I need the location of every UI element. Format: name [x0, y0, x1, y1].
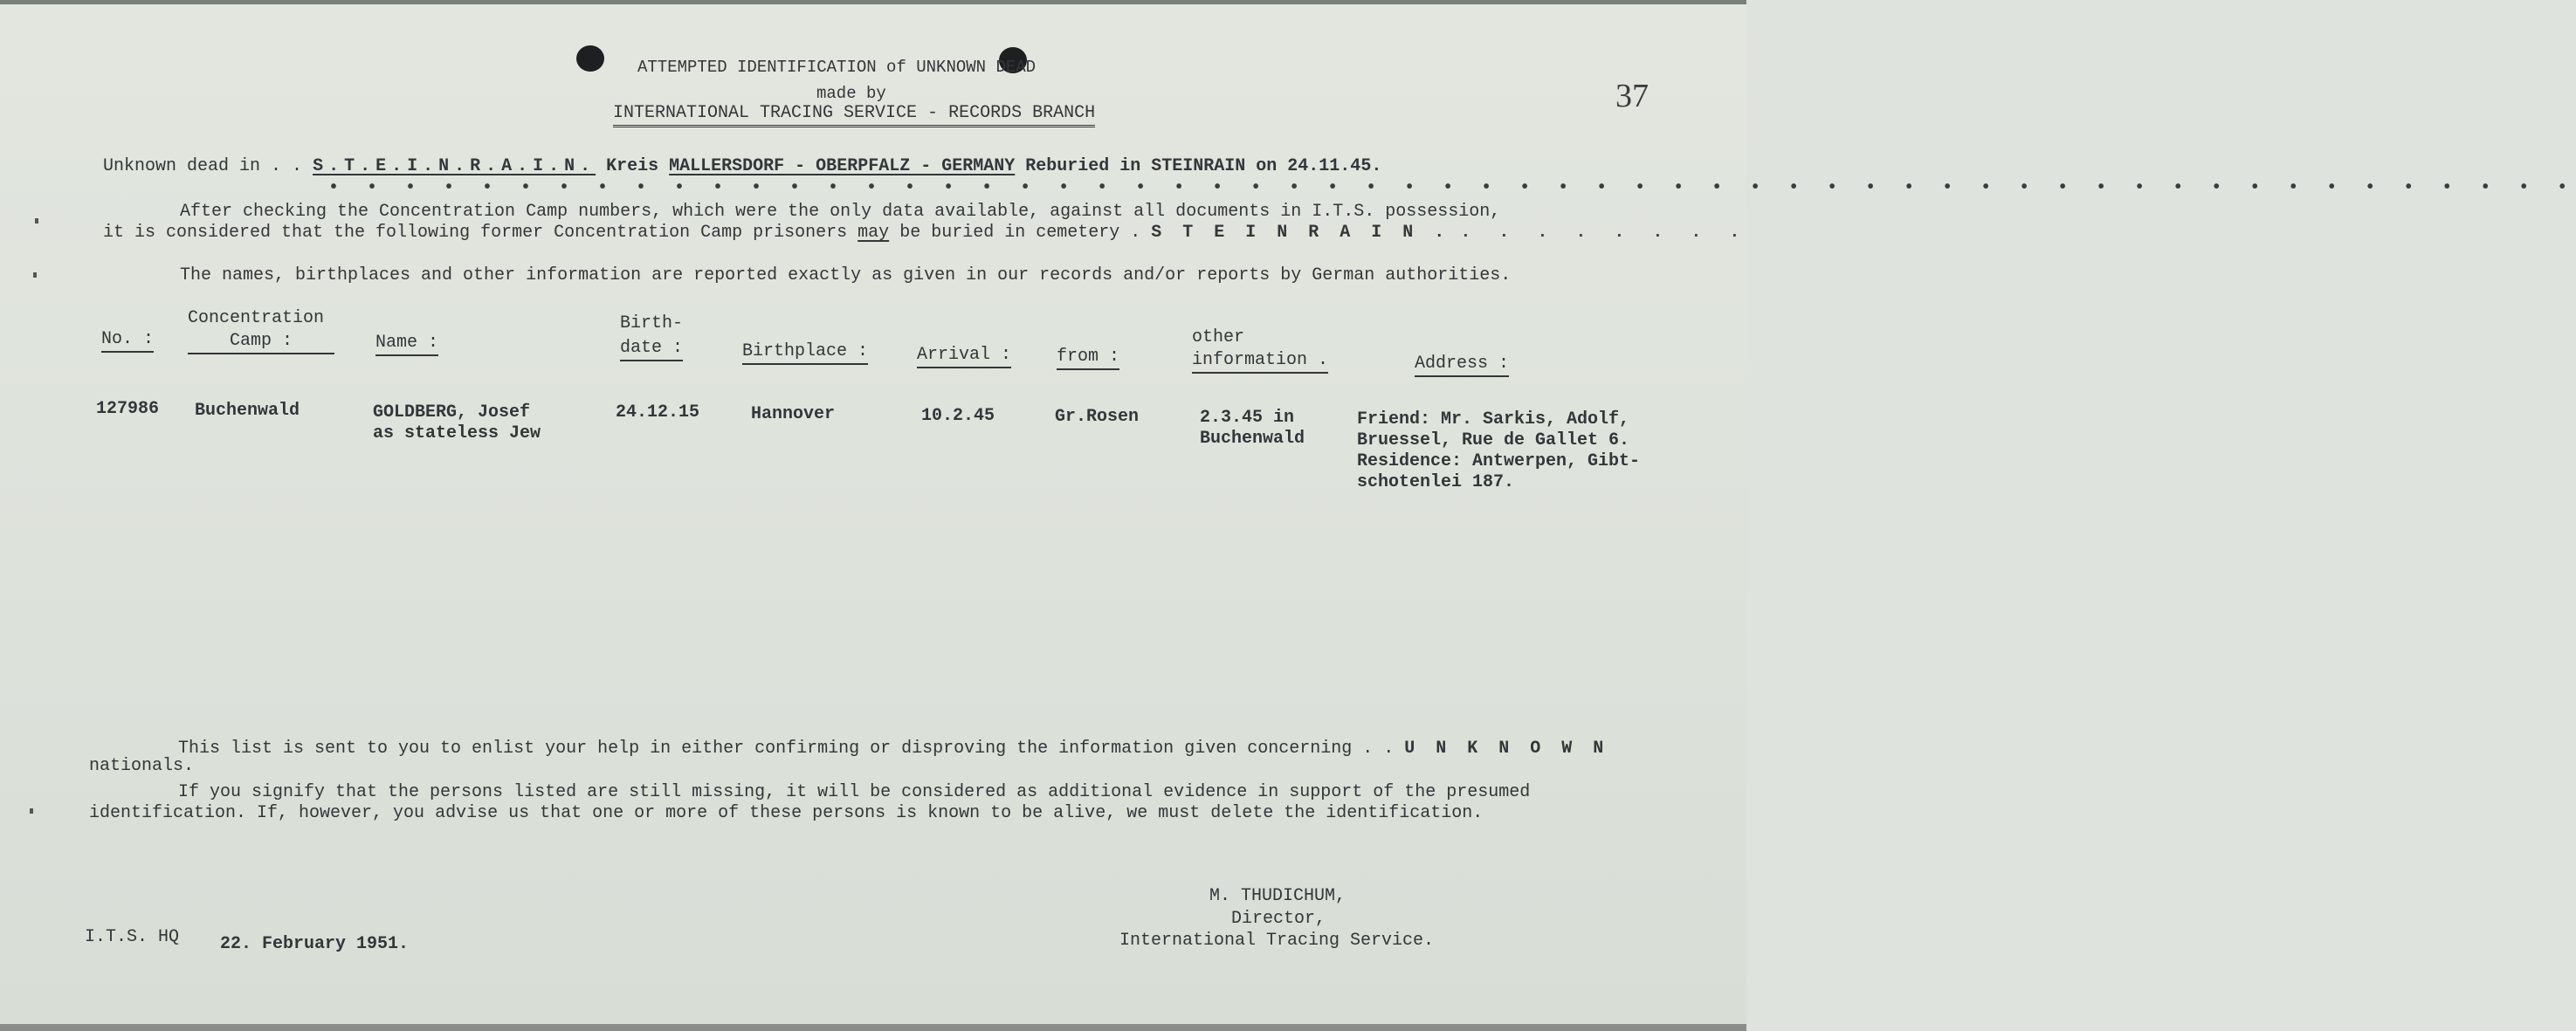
records-note: The names, birthplaces and other information are reported exactly as given in our records and/or reports by German authorities. [180, 265, 1512, 285]
margin-mark [35, 218, 38, 223]
evidence-paragraph-line1: If you signify that the persons listed are still missing, it will be considered as additional evidence in support of the presumed [178, 782, 1531, 802]
cell-name-line2: as stateless Jew [373, 423, 541, 443]
unknown-dead-line [103, 156, 1381, 176]
its-hq-label: I.T.S. HQ [85, 927, 180, 947]
header-camp: Camp : [188, 330, 334, 354]
signer-name: M. THUDICHUM, [1209, 886, 1347, 906]
evidence-paragraph-line2: identification. If, however, you advise us that one or more of these persons is known to be alive, we must delete the identification. [89, 803, 1484, 823]
cell-address-line3: Residence: Antwerpen, Gibt- [1357, 451, 1641, 471]
issuing-office: INTERNATIONAL TRACING SERVICE - RECORDS BRANCH [613, 103, 1095, 127]
intro-paragraph-line2 [103, 223, 1748, 243]
header-other-information: information . [1192, 349, 1328, 374]
cell-birthdate: 24.12.15 [616, 402, 700, 423]
district-name: MALLERSDORF - OBERPFALZ - GERMANY [669, 156, 1016, 176]
cell-no: 127986 [96, 399, 160, 419]
cemetery-name: S T E I N R A I N . [1151, 223, 1450, 243]
place-name: S.T.E.I.N.R.A.I.N. [313, 156, 596, 176]
cell-address-line2: Bruessel, Rue de Gallet 6. [1357, 430, 1630, 450]
header-no: No. : [101, 328, 154, 353]
nationality-unknown: U N K N O W N [1404, 739, 1609, 759]
cell-other-line2: Buchenwald [1200, 429, 1305, 449]
header-birthdate-top: Birth- [620, 313, 684, 333]
cell-name-line1: GOLDBERG, Josef [373, 402, 531, 423]
header-from: from : [1057, 346, 1119, 370]
kreis-label: Kreis [606, 156, 659, 176]
header-arrival: Arrival : [917, 344, 1011, 368]
scan-bottom-edge [0, 1024, 1746, 1031]
header-address: Address : [1415, 353, 1509, 377]
cell-address-line4: schotenlei 187. [1357, 472, 1515, 492]
document-date: 22. February 1951. [220, 934, 410, 954]
page-number: 37 [1615, 78, 1649, 114]
unknown-dead-prefix: Unknown dead in . . [103, 156, 303, 176]
margin-mark [33, 272, 37, 278]
cemetery-dots: . . . . . . . . [1460, 223, 1749, 243]
header-camp-top: Concentration [188, 308, 325, 328]
header-name: Name : [375, 332, 438, 356]
closing-paragraph-line2: nationals. [89, 756, 195, 776]
closing-text: This list is sent to you to enlist your help in either confirming or disproving the information given concerning . . [178, 739, 1395, 759]
cell-birthplace: Hannover [751, 404, 836, 424]
header-other-top: other [1192, 327, 1245, 347]
cell-from: Gr.Rosen [1055, 407, 1140, 427]
margin-mark [30, 808, 33, 814]
cell-arrival: 10.2.45 [921, 406, 995, 426]
para1-text-end: be buried in cemetery . [899, 223, 1141, 243]
punch-hole [576, 45, 604, 72]
closing-paragraph-line1 [178, 739, 1608, 759]
intro-paragraph-line1: After checking the Concentration Camp numbers, which were the only data available, against all documents in I.T.S. possession, [180, 202, 1501, 222]
signer-organization: International Tracing Service. [1119, 931, 1435, 951]
header-birthdate: date : [620, 337, 683, 361]
cell-address-line1: Friend: Mr. Sarkis, Adolf, [1357, 409, 1630, 430]
title-made-by: made by [816, 84, 886, 103]
dotted-leader: • • • • • • • • • • • • • • • • • • • • • • • • • • • • • • • • • • • • • • • • • • • • • • • • • • • • • • • • • • • [328, 178, 2576, 198]
para1-may: may [858, 223, 890, 243]
cell-camp: Buchenwald [195, 401, 300, 421]
signer-title: Director, [1231, 909, 1326, 929]
header-birthplace: Birthplace : [742, 340, 868, 365]
document-title: ATTEMPTED IDENTIFICATION of UNKNOWN DEAD [637, 58, 1037, 77]
reburied-info: Reburied in STEINRAIN on 24.11.45. [1025, 156, 1382, 176]
cell-other-line1: 2.3.45 in [1200, 408, 1295, 428]
para1-text-start: it is considered that the following former Concentration Camp prisoners [103, 223, 848, 243]
scan-top-edge [0, 0, 1746, 4]
